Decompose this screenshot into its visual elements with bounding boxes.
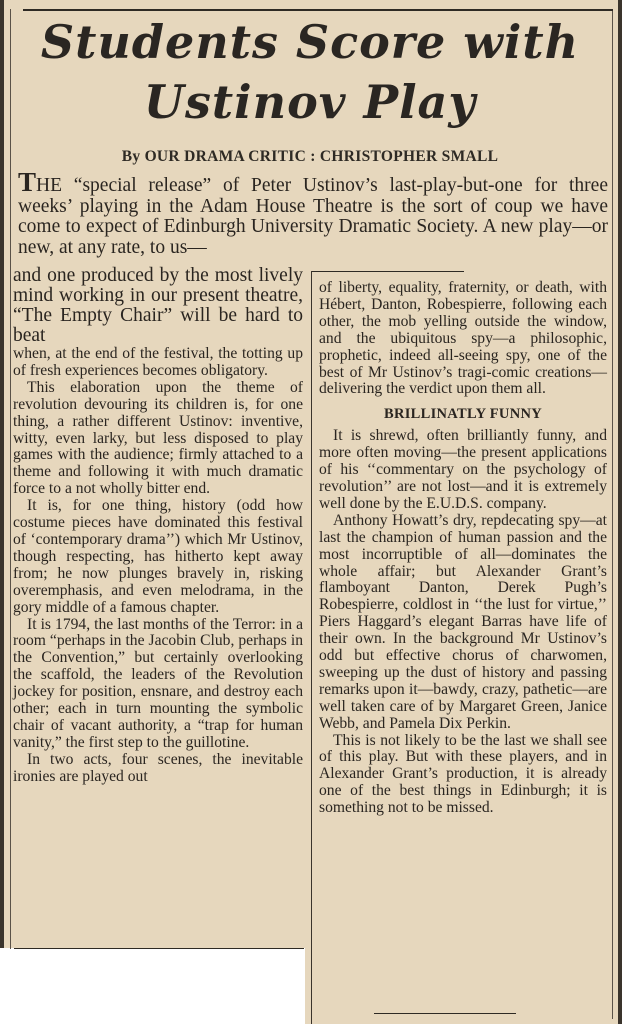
paragraph: Anthony Howatt’s dry, repdecating spy—at last the champion of human passion and the most incorruptible of all—dominates the whole affair; but Alexander Grant’s flamboyant Danton, Derek Pugh’s Robespierre, coldlost in ‘‘the lust for virtue,’’ Piers Haggard’s elegant Barras have life of their own. In the background Mr Ustinov’s odd but effective chorus of charwomen, sweeping up the dust of history and passing remarks upon it—bawdy, crazy, pathetic—are well taken care of by Margaret Green, Janice Webb, and Pamela Dix Perkin.	[319, 511, 607, 732]
subheading: BRILLINATLY FUNNY	[383, 406, 543, 423]
top-rule	[23, 9, 613, 11]
paragraph: It is 1794, the last months of the Terror: in a room “perhaps in the Jacobin Club, perhaps in the Convention,” but certainly overlooking the scaffold, the leaders of the Revolution jockey for position, ensnare, and destroy each other; each in turn mounting the symbolic chair of vacant authority, a “trap for human vanity,” the first step to the guillotine.	[13, 615, 303, 751]
byline: By OUR DRAMA CRITIC : CHRISTOPHER SMALL	[121, 148, 499, 165]
continuation-paragraph: of liberty, equality, fraternity, or death, with Hébert, Danton, Robespierre, following each other, the mob yelling outside the window, and the ubiquitous spy—a philosophic, prophetic, indeed all-seeing spy, one of the best of Mr Ustinov’s tragi-comic creations—delivering the verdict upon them all.	[319, 279, 607, 398]
headline-line-2: Ustinov Play	[143, 75, 477, 129]
box-rule-top	[311, 271, 464, 272]
lede-text: HE “special release” of Peter Ustinov’s last-play-but-one for three weeks’ playing in the Adam House Theatre is the sort of coup we have come to expect of Edinburgh University Dramatic Society. A new play—or new, at any rate, to us—	[18, 175, 608, 258]
paragraph: It is shrewd, often brilliantly funny, and more often moving—the present applications of his ‘‘commentary on the psychology of revolution’’ are not lost—and it is extremely well done by the E.U.D.S. company.	[319, 427, 607, 512]
drop-cap: T	[18, 167, 37, 197]
column-border-left	[10, 9, 11, 949]
lede-paragraph	[18, 167, 608, 258]
scan-edge-right	[618, 0, 622, 1024]
paragraph: This is not likely to be the last we shall see of this play. But with these players, and in Alexander Grant’s production, it is already one of the best things in Edinburgh; it is something not to be missed.	[319, 731, 607, 817]
paragraph: It is, for one thing, history (odd how costume pieces have dominated this festival of ‘contemporary drama’’) which Mr Ustinov, though respecting, has hitherto kept away from; he now plunges bravely in, risking overemphasis, and even melodrama, in the gory middle of a famous chapter.	[13, 497, 303, 616]
right-column	[319, 280, 607, 817]
newspaper-clipping-tail	[305, 940, 622, 1024]
headline-line-1: Students Score with	[40, 15, 580, 69]
paragraph: In two acts, four scenes, the inevitable ironies are played out	[13, 750, 303, 785]
headline	[30, 12, 590, 132]
paragraph: This elaboration upon the theme of revolution devouring its children is, for one thing, a rather different Ustinov: inventive, witty, even larky, but less disposed to play games with the audience; firmly attached to a theme and following it with much dramatic force to a not wholly bitter end.	[13, 378, 303, 498]
column-border-right	[612, 9, 613, 1019]
column-end-rule	[14, 948, 304, 949]
left-column	[13, 266, 303, 786]
scan-edge-left	[0, 0, 4, 948]
lede-continued: and one produced by the most lively mind working in our present theatre, “The Empty Chair” will be hard to beat	[13, 265, 303, 346]
article-end-rule	[374, 1013, 516, 1014]
lede-tail: when, at the end of the festival, the totting up of fresh experiences becomes obligatory.	[13, 345, 303, 379]
column-divider	[311, 271, 312, 1024]
